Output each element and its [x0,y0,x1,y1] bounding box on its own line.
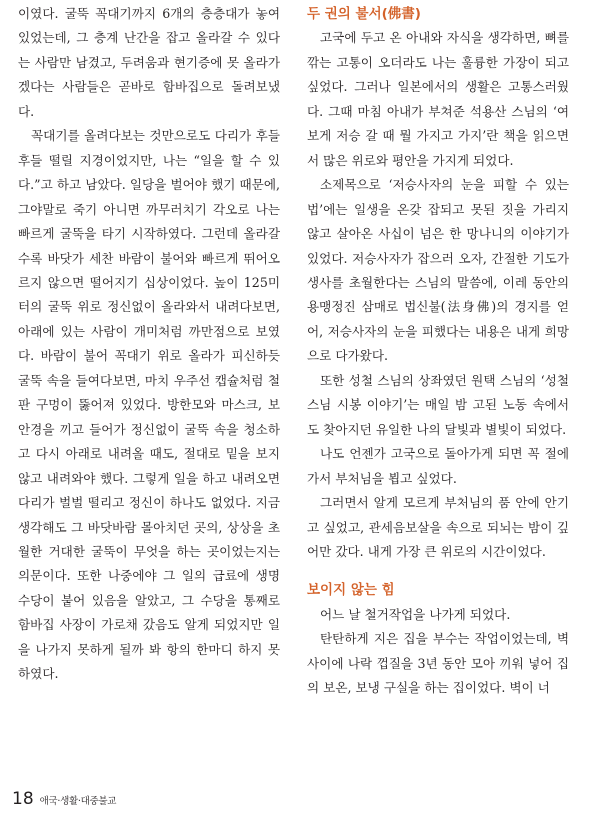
body-paragraph: 어느 날 철거작업을 나가게 되었다. [320,606,511,622]
body-paragraph: 소제목으로 ‘저승사자의 눈을 피할 수 있는 법’에는 일생을 온갖 잡되고 못된 짓을 가리지 않고 살아온 사십이 넘은 한 망나니의 이야기가 있었다. 저승사자가 잡으러 오자, 간절한 기도가 생사를 초월한다는 스님의 말씀에, 이레 동안의 용맹정진 삼매로 법신불(法身佛)의 경지를 얻어, 저승사자의 눈을 피했다는 내용은 내게 희망으로 다가왔다. [307,177,569,364]
section-heading-invisible-power: 보이지 않는 힘 [307,582,395,599]
body-paragraph: 나도 언젠가 고국으로 돌아가게 되면 꼭 절에 가서 부처님을 뵙고 싶었다. [307,446,569,486]
body-paragraph: 이였다. 굴뚝 꼭대기까지 6개의 층층대가 놓여 있었는데, 그 층계 난간을 잡고 올라갈 수 있다는 사람만 남겼고, 두려움과 현기증에 못 올라가겠다는 사람들은 곧바로 함바집으로 돌려보냈다. [18,6,280,119]
publication-title: 애국·생활·대중불교 [39,796,117,807]
body-paragraph: 꼭대기를 올려다보는 것만으로도 다리가 후들후들 떨릴 지경이었지만, 나는 “일을 할 수 있다.”고 하고 남았다. 일당을 벌어야 했기 때문에, 그야말로 죽기 아니면 까무러치기 각오로 나는 빠르게 굴뚝을 타기 시작하였다. 그런데 올라갈수록 바닷가 세찬 바람이 불어와 빠르게 뛰어오르지 않으면 떨어지기 십상이었다. 높이 125미터의 굴뚝 위로 정신없이 올라와서 내려다보면, 아래에 있는 사람이 개미처럼 까만점으로 보였다. 바람이 불어 꼭대기 위로 올라가 피신하듯 굴뚝 속을 들여다보면, 마치 우주선 캡슐처럼 철판 구멍이 뚫어져 있었다. 방한모와 마스크, 보안경을 끼고 들어가 정신없이 굴뚝 속을 청소하고 다시 아래로 내려올 때도, 절대로 밑을 보지 않고 내려와야 했다. 그렇게 일을 하고 내려오면 다리가 벌벌 떨리고 정신이 하나도 없었다. 지금 생각해도 그 바닷바람 몰아치던 곳의, 상상을 초월한 거대한 굴뚝이 무엇을 하는 곳이었는지는 의문이다. 또한 나중에야 그 일의 급료에 생명 수당이 붙어 있음을 알았고, 그 수당을 통째로 함바집 사장이 가로채 갔음도 알게 되었지만 일을 나가지 못하게 될까 봐 항의 한마디 하지 못하였다. [18,128,280,682]
right-column [307,2,569,701]
body-paragraph: 그러면서 알게 모르게 부처님의 품 안에 안기고 싶었고, 관세음보살을 속으로 되뇌는 밤이 깊어만 갔다. 내게 가장 큰 위로의 시간이었다. [307,495,569,559]
body-paragraph: 탄탄하게 지은 집을 부수는 작업이었는데, 벽 사이에 나락 껍질을 3년 동안 모아 끼워 넣어 집의 보온, 보냉 구실을 하는 집이었다. 벽이 너 [307,631,569,696]
section-heading-buddhist-books: 두 권의 불서(佛書) [307,6,421,22]
left-column [18,2,280,687]
body-paragraph: 고국에 두고 온 아내와 자식을 생각하면, 뼈를 깎는 고통이 오더라도 나는 훌륭한 가장이 되고 싶었다. 그러나 일본에서의 생활은 고통스러웠다. 그때 마침 아내가 부쳐준 석용산 스님의 ‘여보게 저승 갈 때 뭘 가지고 가지’란 책을 읽으면서 많은 위로와 평안을 가지게 되었다. [307,30,569,168]
page-footer [12,789,116,809]
page-number: 18 [12,789,34,809]
body-paragraph: 또한 성철 스님의 상좌였던 원택 스님의 ‘성철스님 시봉 이야기’는 매일 밤 고된 노동 속에서도 찾아지던 유일한 나의 달빛과 별빛이 되었다. [307,372,569,437]
